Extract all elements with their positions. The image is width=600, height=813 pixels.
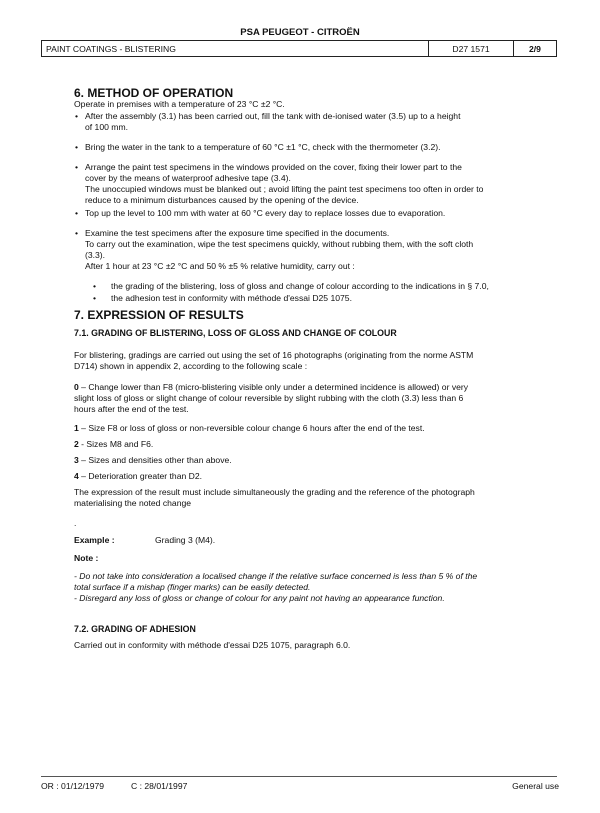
- company-name: PSA PEUGEOT - CITROËN: [240, 27, 360, 38]
- bullet-dot: •: [75, 228, 79, 238]
- section-7-2-title: 7.2. GRADING OF ADHESION: [74, 624, 196, 634]
- bullet-5: Examine the test specimens after the exposure time specified in the documents. To carry out the examination, wipe the test specimens quickly, without rubbing them, with the soft cloth (3.3). After 1 hour at 23 °C ±2 °C and 50 % ±5 % relative humidity, carry out :: [85, 228, 474, 271]
- footer-c-date: C : 28/01/1997: [131, 781, 188, 791]
- bullet-3: Arrange the paint test specimens in the windows provided on the cover, fixing their lower part to the cover by the means of waterproof adhesive tape (3.4). The unoccupied windows must be blanked out ; avoid lifting the paint test specimens too often in order to reduce to a minimum disturbances caused by the opening of the device.: [85, 162, 484, 205]
- bullet-dot: •: [75, 142, 79, 152]
- section-7-1-title: 7.1. GRADING OF BLISTERING, LOSS OF GLOSS AND CHANGE OF COLOUR: [74, 328, 397, 338]
- grade-0: 0 – Change lower than F8 (micro-blistering visible only under a determined incidence is allowed) or very slight loss of gloss or slight change of colour reversible by slight rubbing with the cloth (3.3) less than 6 hours after the end of the test.: [74, 382, 469, 414]
- example-value: Grading 3 (M4).: [155, 535, 216, 545]
- section-7-title: 7. EXPRESSION OF RESULTS: [74, 308, 244, 322]
- section-7-2-text: Carried out in conformity with méthode d'essai D25 1075, paragraph 6.0.: [74, 640, 351, 650]
- page-number: 2/9: [529, 44, 541, 54]
- sub-bullet-1: the grading of the blistering, loss of gloss and change of colour according to the indications in § 7.0,: [111, 281, 489, 291]
- footer-usage: General use: [512, 781, 559, 791]
- grade-3: 3 – Sizes and densities other than above.: [74, 455, 232, 465]
- bullet-1: After the assembly (3.1) has been carried out, fill the tank with de-ionised water (3.5) up to a height of 100 mm.: [85, 111, 461, 132]
- section-6-title: 6. METHOD OF OPERATION: [74, 86, 234, 100]
- expression-paragraph: The expression of the result must include simultaneously the grading and the reference of the photograph materialising the noted change: [74, 487, 475, 508]
- grade-1: 1 – Size F8 or loss of gloss or non-reversible colour change 6 hours after the end of the test.: [74, 423, 425, 433]
- bullet-dot: •: [75, 162, 79, 172]
- bullet-4: Top up the level to 100 mm with water at 60 °C every day to replace losses due to evaporation.: [85, 208, 446, 218]
- note-label: Note :: [74, 553, 99, 563]
- bullet-dot: •: [75, 208, 79, 218]
- doc-title: PAINT COATINGS - BLISTERING: [42, 41, 429, 56]
- footer-or-date: OR : 01/12/1979: [41, 781, 105, 791]
- bullet-dot: •: [75, 111, 79, 121]
- grade-2: 2 - Sizes M8 and F6.: [74, 439, 154, 449]
- section-6-intro: Operate in premises with a temperature of 23 °C ±2 °C.: [74, 99, 285, 109]
- stray-dot: .: [74, 518, 77, 528]
- section-7-1-intro: For blistering, gradings are carried out using the set of 16 photographs (originating from the norme ASTM D714) shown in appendix 2, according to the following scale :: [74, 350, 474, 371]
- grade-4: 4 – Deterioration greater than D2.: [74, 471, 203, 481]
- sub-bullet-dot: •: [93, 281, 97, 291]
- doc-reference: D27 1571: [429, 41, 514, 56]
- example-label: Example :: [74, 535, 115, 545]
- document-header-table: [41, 40, 557, 57]
- sub-bullet-dot: •: [93, 293, 97, 303]
- sub-bullet-2: the adhesion test in conformity with méthode d'essai D25 1075.: [111, 293, 352, 303]
- notes-block: - Do not take into consideration a localised change if the relative surface concerned is less than 5 % of the total surface if a mishap (finger marks) can be easily detected. - Disregard any loss of gloss or change of colour for any paint not having an appearance function.: [74, 571, 478, 603]
- footer-divider: [41, 776, 557, 777]
- bullet-2: Bring the water in the tank to a temperature of 60 °C ±1 °C, check with the thermometer (3.2).: [85, 142, 441, 152]
